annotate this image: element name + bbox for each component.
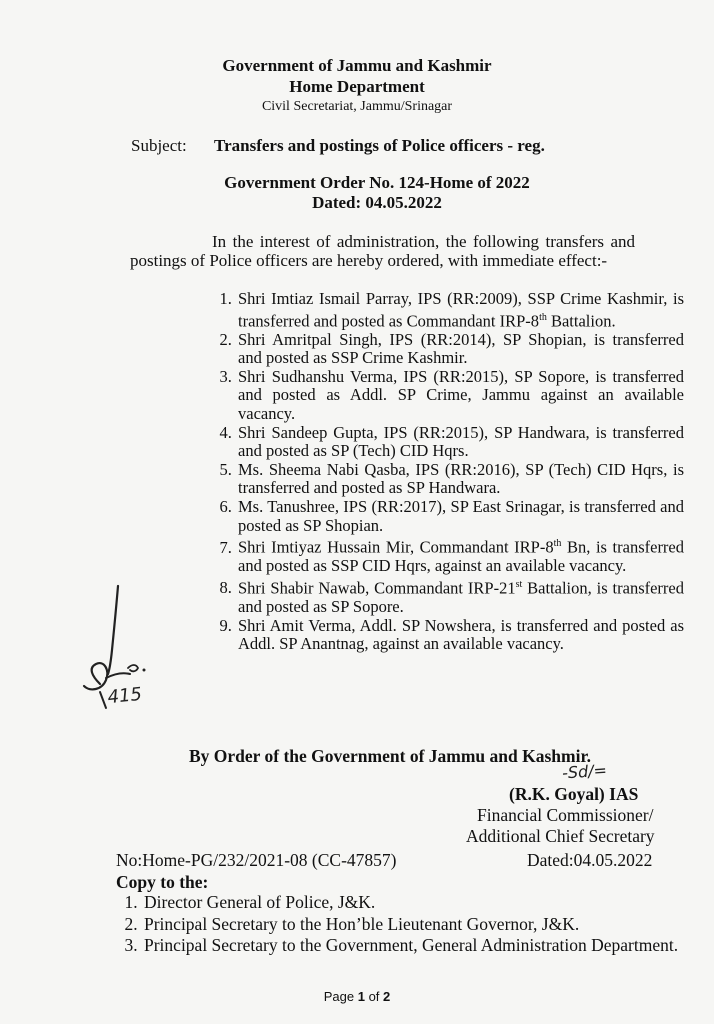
copy-to-item: 1. Director General of Police, J&K.: [142, 892, 712, 914]
secretariat-address: Civil Secretariat, Jammu/Srinagar: [261, 99, 453, 114]
transfer-order-item: [236, 498, 684, 535]
page-total: 2: [383, 989, 391, 1004]
signatory-title-1: Financial Commissioner/: [477, 805, 654, 825]
transfer-order-item: [236, 424, 684, 461]
transfer-orders-list: [202, 290, 684, 654]
order-text: Ms. Sheema Nabi Qasba, IPS (RR:2016), SP (Tech) CID Hqrs, is transferred and posted as SP Handwara.: [238, 459, 684, 498]
copy-to-item: 2. Principal Secretary to the Hon’ble Lieutenant Governor, J&K.: [142, 914, 712, 936]
page-label: Page: [323, 989, 358, 1004]
order-text: Shri Imtiaz Ismail Parray, IPS (RR:2009), SSP Crime Kashmir, is transferred and posted as Commandant IRP-8: [238, 289, 684, 331]
signatory-name: (R.K. Goyal) IAS: [509, 784, 639, 804]
transfer-order-item: [236, 368, 684, 424]
copy-to-item: 3. Principal Secretary to the Government, General Administration Department.: [142, 935, 712, 957]
page-footer: [0, 989, 714, 1004]
margin-signature-icon: [70, 580, 170, 720]
transfer-order-item: [236, 461, 684, 498]
reference-number: No:Home-PG/232/2021-08 (CC-47857): [116, 850, 397, 870]
ordinal-suffix: st: [515, 578, 523, 590]
order-text: Shri Imtiyaz Hussain Mir, Commandant IRP-8: [238, 537, 554, 557]
transfer-order-item: [236, 535, 684, 576]
order-text: Shri Shabir Nawab, Commandant IRP-21: [238, 578, 516, 598]
order-text-tail: Bn, is transferred and posted as SSP CID Hqrs, against an available vacancy.: [238, 537, 685, 576]
order-date: Dated: 04.05.2022: [312, 193, 442, 212]
order-text-tail: Battalion, is transferred and posted as SP Sopore.: [238, 578, 684, 616]
order-text: Shri Amit Verma, Addl. SP Nowshera, is transferred and posted as Addl. SP Anantnag, against an available vacancy.: [238, 615, 684, 654]
order-text: Shri Sudhanshu Verma, IPS (RR:2015), SP Sopore, is transferred and posted as Addl. SP Crime, Jammu against an available vacancy.: [238, 366, 684, 424]
transfer-order-item: [236, 290, 684, 331]
subject-label: Subject:: [131, 136, 187, 155]
signatory-title-2: Additional Chief Secretary: [466, 826, 655, 846]
copy-to-heading: Copy to the:: [116, 872, 209, 892]
intro-paragraph: In the interest of administration, the following transfers and postings of Police officers are hereby ordered, with immediate effect:-: [130, 232, 635, 270]
department-title: Home Department: [289, 77, 425, 96]
ordinal-suffix: th: [539, 311, 547, 323]
transfer-order-item: [236, 617, 684, 654]
by-order-line: By Order of the Government of Jammu and Kashmir.: [189, 746, 592, 766]
reference-date: Dated:04.05.2022: [527, 850, 653, 870]
order-number: Government Order No. 124-Home of 2022: [224, 173, 530, 192]
order-text-tail: Battalion.: [546, 311, 616, 331]
page-of: of: [364, 989, 384, 1004]
page-current: 1: [357, 989, 365, 1004]
transfer-order-item: [236, 331, 684, 368]
order-text: Ms. Tanushree, IPS (RR:2017), SP East Srinagar, is transferred and posted as SP Shopian.: [238, 497, 684, 535]
order-text: Shri Sandeep Gupta, IPS (RR:2015), SP Handwara, is transferred and posted as SP (Tech) CID Hqrs.: [238, 422, 684, 461]
ordinal-suffix: th: [553, 538, 562, 550]
transfer-order-item: [236, 576, 684, 617]
margin-initials-text: 415: [106, 683, 143, 709]
subject-text: Transfers and postings of Police officers - reg.: [214, 136, 545, 155]
government-title: Government of Jammu and Kashmir: [222, 56, 492, 75]
sd-handwritten: -Sd/=: [561, 760, 608, 783]
order-text: Shri Amritpal Singh, IPS (RR:2014), SP Shopian, is transferred and posted as SSP Crime Kashmir.: [238, 329, 684, 368]
copy-to-list: [110, 892, 712, 957]
